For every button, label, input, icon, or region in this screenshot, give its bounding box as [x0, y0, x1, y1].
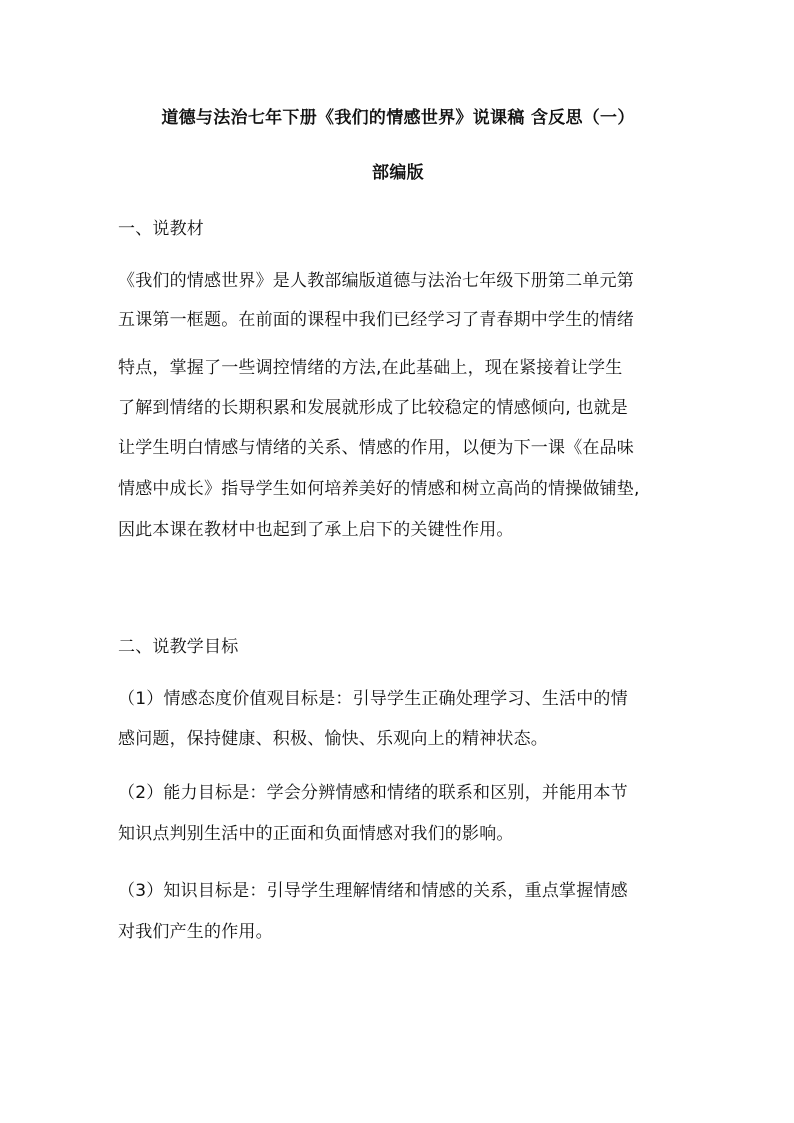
paragraph-line: 《我们的情感世界》是人教部编版道德与法治七年级下册第二单元第: [118, 271, 634, 291]
objective-item-1-line: （1）情感态度价值观目标是：引导学生正确处理学习、生活中的情: [118, 689, 628, 709]
document-title: 道德与法治七年下册《我们的情感世界》说课稿 含反思（一）: [161, 108, 635, 128]
paragraph-line: 因此本课在教材中也起到了承上启下的关键性作用。: [118, 520, 514, 540]
paragraph-line: 特点，掌握了一些调控情绪的方法,在此基础上，现在紧接着让学生: [118, 358, 623, 378]
paragraph-line: 让学生明白情感与情绪的关系、情感的作用，以便为下一课《在品味: [118, 438, 634, 458]
objective-item-2-line: （2）能力目标是：学会分辨情感和情绪的联系和区别，并能用本节: [118, 783, 628, 803]
objective-item-3-line: （3）知识目标是：引导学生理解情绪和情感的关系，重点掌握情感: [118, 881, 628, 901]
document-title-subtitle: 部编版: [372, 163, 424, 183]
section-heading-objectives: 二、说教学目标: [118, 637, 239, 657]
paragraph-line: 情感中成长》指导学生如何培养美好的情感和树立高尚的情操做铺垫,: [118, 479, 640, 499]
section-heading-materials: 一、说教材: [118, 219, 204, 239]
paragraph-line: 了解到情绪的长期积累和发展就形成了比较稳定的情感倾向, 也就是: [118, 398, 629, 418]
objective-item-1-line: 感问题，保持健康、积极、愉快、乐观向上的精神状态。: [118, 729, 548, 749]
objective-item-3-line: 对我们产生的作用。: [118, 922, 273, 942]
objective-item-2-line: 知识点判别生活中的正面和负面情感对我们的影响。: [118, 824, 514, 844]
paragraph-line: 五课第一框题。在前面的课程中我们已经学习了青春期中学生的情绪: [118, 310, 634, 330]
